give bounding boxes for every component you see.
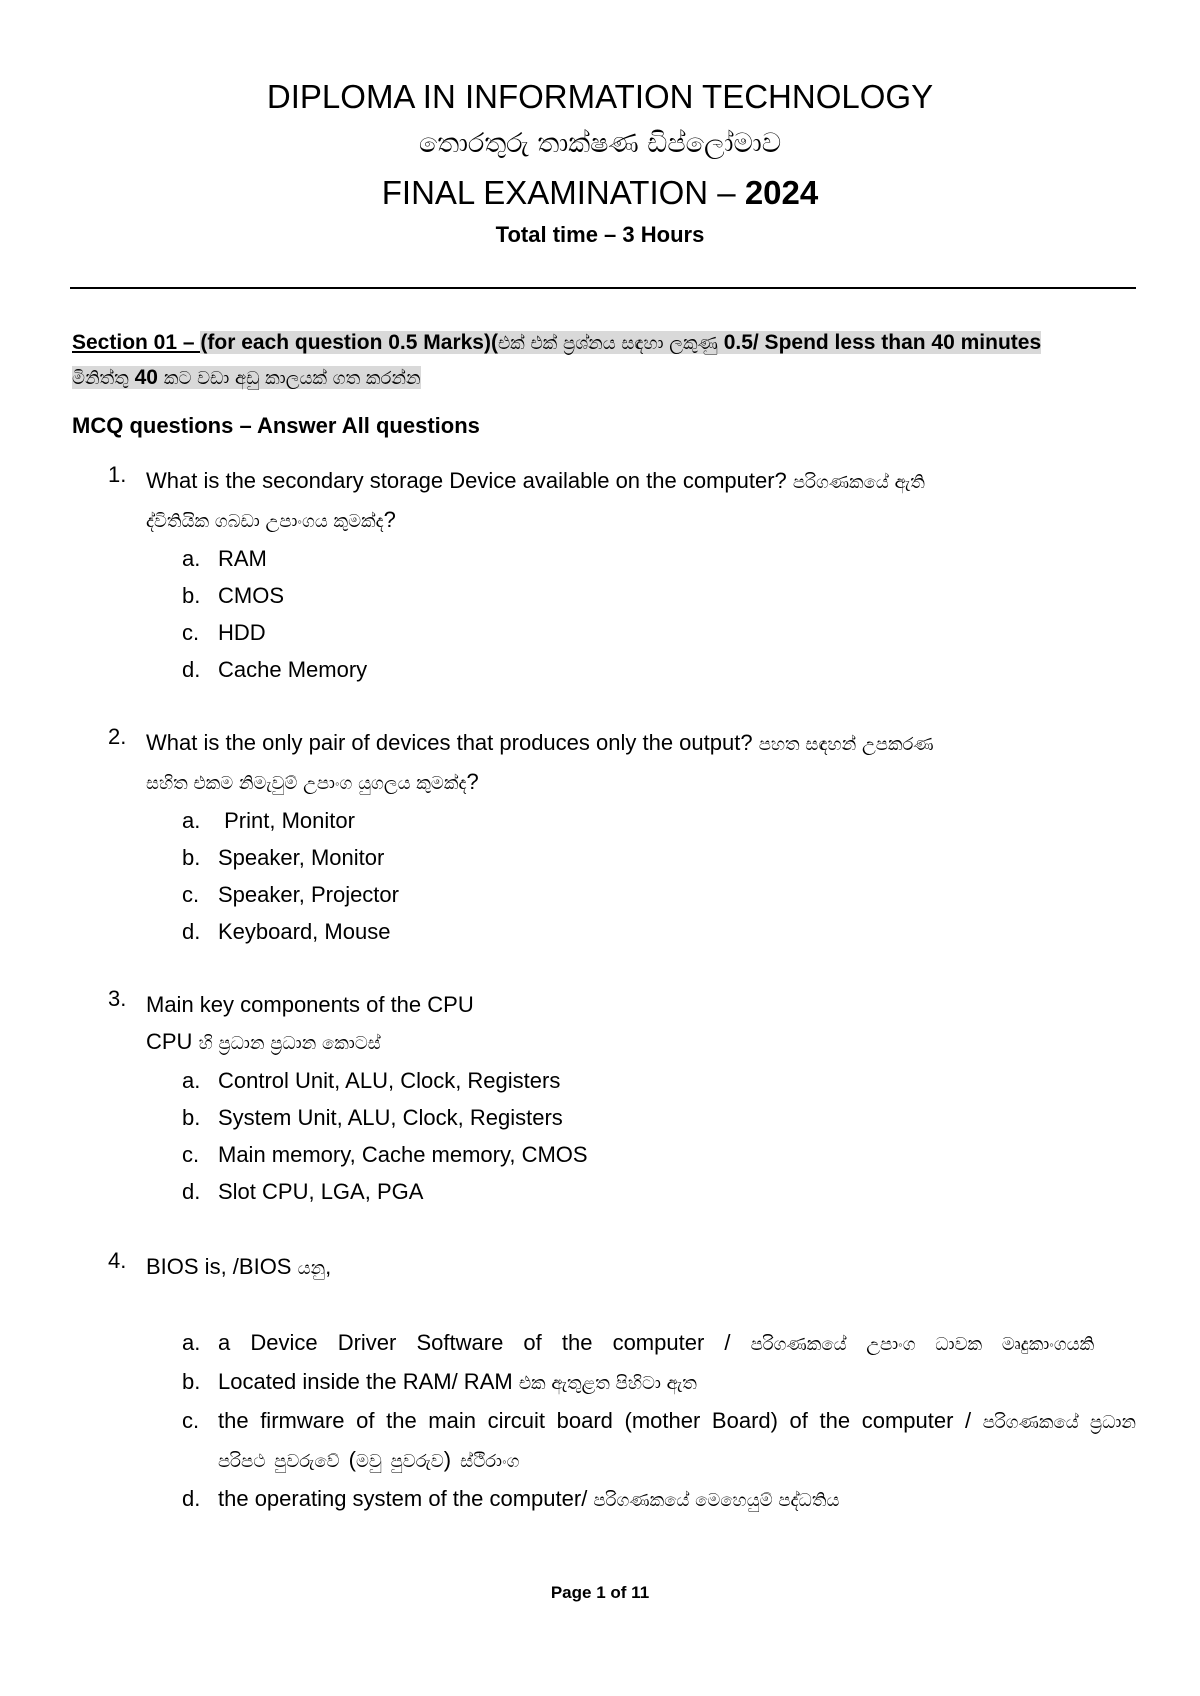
question-1 bbox=[108, 462, 1136, 688]
option-d: d. Cache Memory bbox=[182, 657, 368, 682]
section-instructions bbox=[72, 326, 1136, 396]
section-marks: (for each question 0.5 Marks)( bbox=[200, 331, 498, 354]
exam-title bbox=[0, 174, 1200, 212]
exam-name: FINAL EXAMINATION – bbox=[381, 174, 745, 211]
option-a: a. RAM bbox=[182, 546, 267, 571]
option-d: d. the operating system of the computer/ පරිගණකයේ මෙහෙයුම් පද්ධතිය bbox=[182, 1486, 840, 1511]
question-4 bbox=[108, 1248, 1136, 1519]
option-a: a. Control Unit, ALU, Clock, Registers bbox=[182, 1068, 561, 1093]
header-divider bbox=[70, 287, 1136, 289]
option-b: b. System Unit, ALU, Clock, Registers bbox=[182, 1105, 563, 1130]
question-3 bbox=[108, 986, 1136, 1210]
diploma-title-sinhala: තොරතුරු තාක්ෂණ ඩිප්ලෝමාව bbox=[418, 128, 782, 159]
page-number: 1 bbox=[596, 1583, 606, 1602]
question-text: What is the secondary storage Device available on the computer? පරිගණකයේ ඇති ද්විතියික ගබඩා උපාංගය කුමක්ද? bbox=[146, 468, 925, 532]
question-number: 2. bbox=[108, 724, 127, 749]
option-b: b. Speaker, Monitor bbox=[182, 845, 385, 870]
section-marks-sinhala: එක් එක් ප්‍රශ්නය සඳහා ලකුණු bbox=[497, 333, 718, 354]
section-time: 0.5/ Spend less than 40 minutes bbox=[717, 331, 1042, 354]
question-2 bbox=[108, 724, 1136, 950]
question-number: 4. bbox=[108, 1248, 127, 1273]
exam-year: 2024 bbox=[744, 174, 819, 211]
question-text: Main key components of the CPU bbox=[146, 992, 474, 1017]
exam-duration: Total time – 3 Hours bbox=[495, 222, 705, 247]
option-a: a. a Device Driver Software of the computer / පරිගණකයේ උපාංග ධාවක මෘදුකාංගයකි bbox=[182, 1330, 1095, 1355]
option-c: c. Speaker, Projector bbox=[182, 882, 399, 907]
question-number: 1. bbox=[108, 462, 127, 487]
section-time-sinhala-1: මිනිත්තු bbox=[72, 368, 129, 389]
option-c: c. HDD bbox=[182, 620, 266, 645]
section-time-sinhala-2: කට වඩා අඩු කාලයක් ගත කරන්න bbox=[163, 368, 421, 389]
mcq-heading: MCQ questions – Answer All questions bbox=[72, 413, 480, 438]
question-text: What is the only pair of devices that produces only the output? පහත සඳහන් උපකරණ සහිත එකම නිමැවුම් උපාංග යුගලය කුමක්ද? bbox=[146, 730, 934, 794]
option-d: d. Slot CPU, LGA, PGA bbox=[182, 1179, 424, 1204]
question-text: BIOS is, /BIOS යනු, bbox=[146, 1254, 332, 1279]
option-a: a. Print, Monitor bbox=[182, 808, 355, 833]
option-c: c. Main memory, Cache memory, CMOS bbox=[182, 1142, 588, 1167]
option-b: b. Located inside the RAM/ RAM එක ඇතුළත පිහිටා ඇත bbox=[182, 1369, 697, 1394]
diploma-title: DIPLOMA IN INFORMATION TECHNOLOGY bbox=[266, 78, 934, 115]
section-time-number: 40 bbox=[128, 366, 164, 389]
question-text-sinhala: CPU හි ප්‍රධාන ප්‍රධාන කොටස් bbox=[146, 1029, 381, 1054]
option-b: b. CMOS bbox=[182, 583, 284, 608]
section-label: Section 01 – bbox=[72, 331, 201, 354]
page-footer: Page 1 of 11 bbox=[550, 1583, 650, 1602]
option-c: c. the firmware of the main circuit board (mother Board) of the computer / පරිගණකයේ ප්‍රධාන පරිපථ පුවරුවේ (මවු පුවරුව) ස්ථිරාංග bbox=[182, 1408, 1136, 1472]
option-d: d. Keyboard, Mouse bbox=[182, 919, 391, 944]
page-total: 11 bbox=[631, 1583, 650, 1602]
question-number: 3. bbox=[108, 986, 127, 1011]
